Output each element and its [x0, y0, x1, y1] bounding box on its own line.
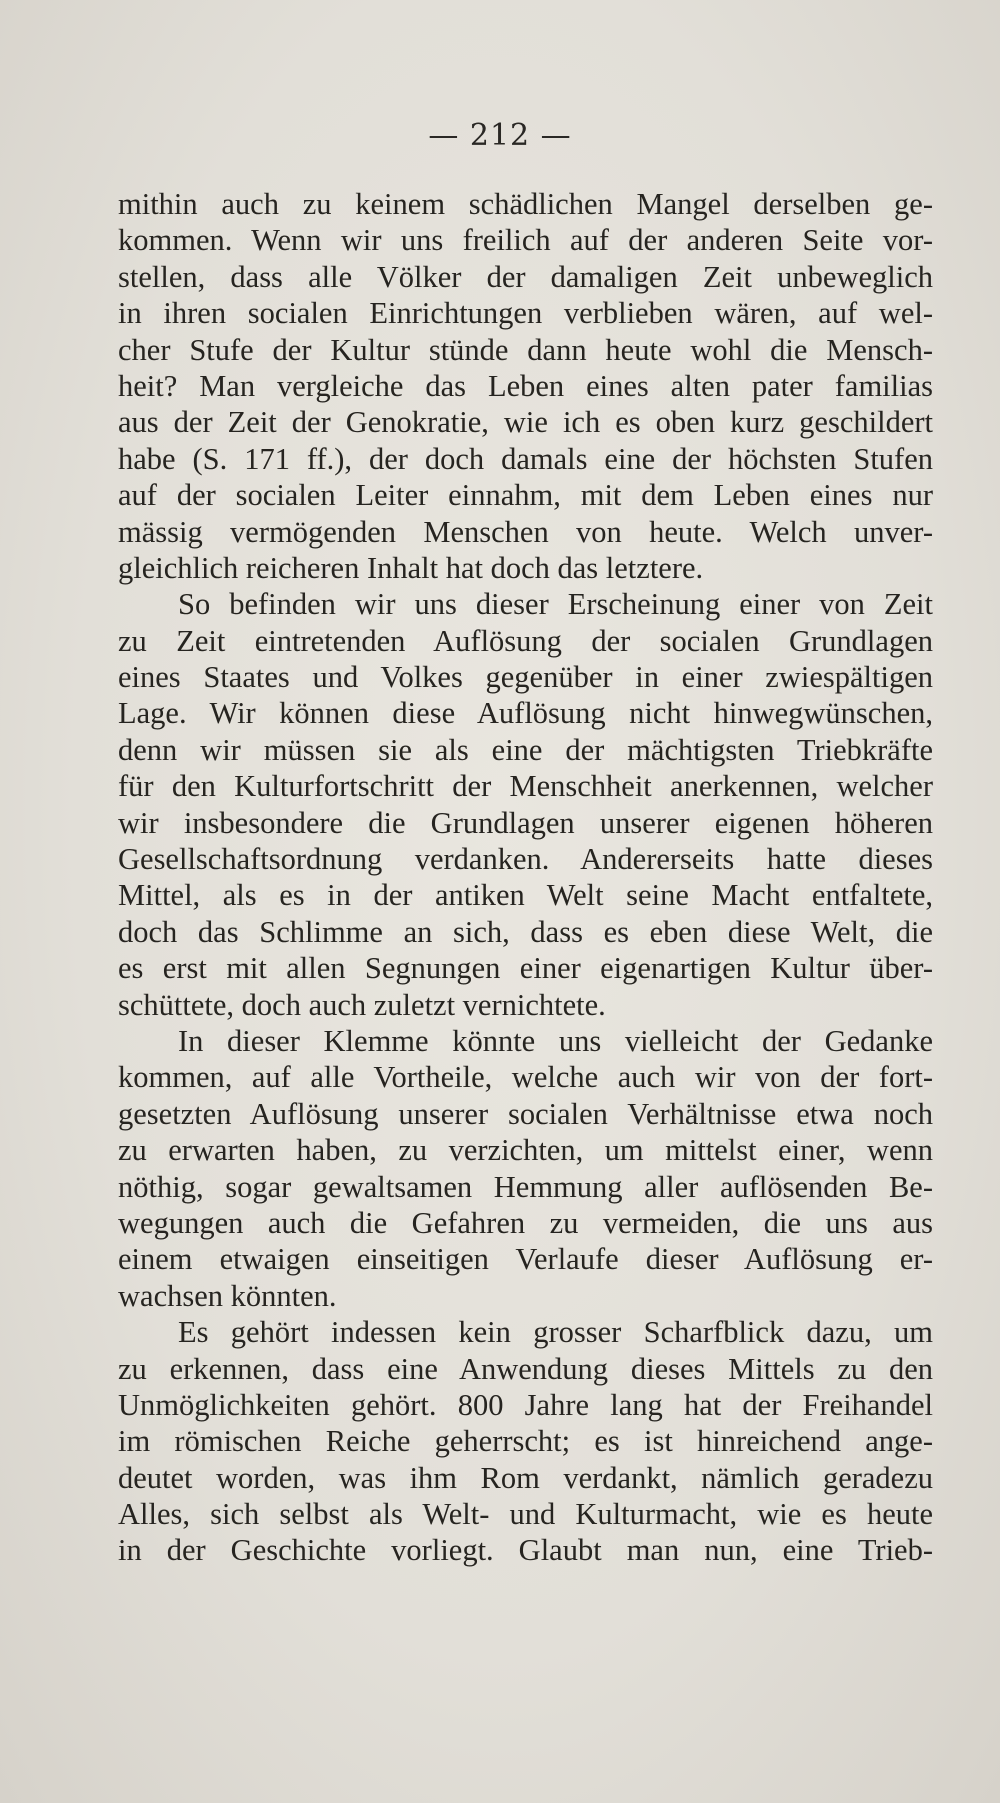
text-line: Unmöglichkeiten gehört. 800 Jahre lang hat der Freihandel	[118, 1387, 933, 1422]
text-line: heit? Man vergleiche das Leben eines alten pater familias	[118, 368, 933, 403]
text-line: habe (S. 171 ff.), der doch damals eine der höchsten Stufen	[118, 441, 933, 476]
text-line: in ihren socialen Einrichtungen verblieben wären, auf wel-	[118, 296, 933, 331]
text-line: deutet worden, was ihm Rom verdankt, nämlich geradezu	[118, 1460, 933, 1495]
text-line: im römischen Reiche geherrscht; es ist hinreichend ange-	[118, 1424, 933, 1459]
text-line: zu Zeit eintretenden Auflösung der socialen Grundlagen	[118, 623, 933, 658]
text-line: in der Geschichte vorliegt. Glaubt man nun, eine Trieb-	[118, 1533, 933, 1568]
text-line: zu erkennen, dass eine Anwendung dieses Mittels zu den	[118, 1351, 933, 1386]
text-line: cher Stufe der Kultur stünde dann heute wohl die Mensch-	[118, 332, 933, 367]
paragraph	[118, 586, 933, 1023]
text-line: aus der Zeit der Genokratie, wie ich es oben kurz geschildert	[118, 405, 933, 440]
text-line: kommen. Wenn wir uns freilich auf der anderen Seite vor-	[118, 223, 933, 258]
text-line: wegungen auch die Gefahren zu vermeiden, die uns aus	[118, 1205, 933, 1240]
paragraph	[118, 1314, 933, 1569]
text-line: eines Staates und Volkes gegenüber in einer zwiespältigen	[118, 660, 933, 695]
text-line: gleichlich reicheren Inhalt hat doch das letztere.	[118, 550, 704, 585]
text-line: mässig vermögenden Menschen von heute. Welch unver-	[118, 514, 933, 549]
text-line: Es gehört indessen kein grosser Scharfblick dazu, um	[178, 1315, 933, 1350]
text-line: es erst mit allen Segnungen einer eigenartigen Kultur über-	[118, 951, 933, 986]
text-line: kommen, auf alle Vortheile, welche auch wir von der fort-	[118, 1060, 933, 1095]
text-line: Lage. Wir können diese Auflösung nicht hinwegwünschen,	[118, 696, 933, 731]
body-text	[118, 186, 933, 1569]
text-line: schüttete, doch auch zuletzt vernichtete.	[118, 987, 606, 1022]
text-line: gesetzten Auflösung unserer socialen Verhältnisse etwa noch	[118, 1096, 933, 1131]
text-line: Gesellschaftsordnung verdanken. Andererseits hatte dieses	[118, 842, 933, 877]
paragraph	[118, 186, 933, 586]
text-line: einem etwaigen einseitigen Verlaufe dieser Auflösung er-	[118, 1242, 933, 1277]
page-number-header: — 212 —	[428, 118, 572, 153]
text-line: für den Kulturfortschritt der Menschheit anerkennen, welcher	[118, 769, 933, 804]
text-line: Alles, sich selbst als Welt- und Kulturmacht, wie es heute	[118, 1497, 933, 1532]
text-line: mithin auch zu keinem schädlichen Mangel derselben ge-	[118, 187, 933, 221]
text-line: stellen, dass alle Völker der damaligen Zeit unbeweglich	[118, 259, 933, 294]
text-line: In dieser Klemme könnte uns vielleicht der Gedanke	[178, 1023, 933, 1058]
text-line: wachsen könnten.	[118, 1278, 337, 1313]
text-line: wir insbesondere die Grundlagen unserer eigenen höheren	[118, 805, 933, 840]
text-line: denn wir müssen sie als eine der mächtigsten Triebkräfte	[118, 732, 933, 767]
text-line: nöthig, sogar gewaltsamen Hemmung aller auflösenden Be-	[118, 1169, 933, 1204]
text-line: zu erwarten haben, zu verzichten, um mittelst einer, wenn	[118, 1133, 933, 1168]
paragraph	[118, 1023, 933, 1314]
text-line: So befinden wir uns dieser Erscheinung einer von Zeit	[178, 587, 933, 622]
text-line: doch das Schlimme an sich, dass es eben diese Welt, die	[118, 914, 933, 949]
text-line: auf der socialen Leiter einnahm, mit dem Leben eines nur	[118, 478, 933, 513]
text-line: Mittel, als es in der antiken Welt seine Macht entfaltete,	[118, 878, 933, 913]
